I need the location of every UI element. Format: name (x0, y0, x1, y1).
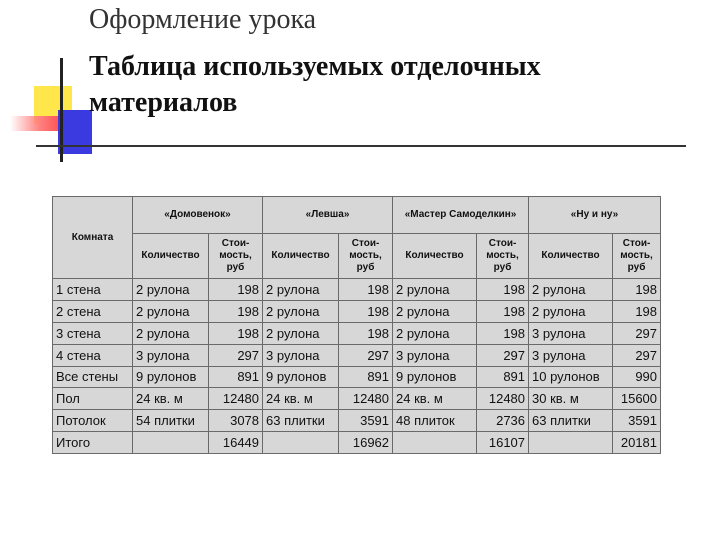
qty-column-header: Количество (393, 234, 477, 279)
cost-cell: 297 (339, 344, 393, 366)
cost-cell: 16962 (339, 432, 393, 454)
cost-cell: 891 (477, 366, 529, 388)
qty-cell: 10 рулонов (529, 366, 613, 388)
cost-cell: 2736 (477, 410, 529, 432)
qty-cell: 2 рулона (263, 322, 339, 344)
qty-cell: 2 рулона (263, 279, 339, 301)
qty-cell: 2 рулона (529, 300, 613, 322)
slide-subtitle-line-1: Таблица используемых отделочных (89, 51, 541, 82)
cost-cell: 297 (613, 344, 661, 366)
table-row (53, 300, 661, 322)
materials-table-image (52, 196, 660, 454)
cost-cell: 891 (339, 366, 393, 388)
decor-horizontal-line (36, 145, 686, 147)
cost-cell: 198 (477, 300, 529, 322)
cost-column-header: Стои- мость, руб (209, 234, 263, 279)
cost-cell: 198 (477, 322, 529, 344)
cost-cell: 198 (613, 279, 661, 301)
cost-cell: 297 (613, 322, 661, 344)
qty-cell (393, 432, 477, 454)
qty-cell: 9 рулонов (393, 366, 477, 388)
qty-cell: 2 рулона (393, 322, 477, 344)
qty-cell (133, 432, 209, 454)
qty-cell: 2 рулона (393, 279, 477, 301)
slide-title: Оформление урока (89, 4, 317, 35)
cost-cell: 15600 (613, 388, 661, 410)
cost-cell: 198 (209, 322, 263, 344)
qty-cell (263, 432, 339, 454)
slide-subtitle-line-2: материалов (89, 87, 238, 118)
cost-cell: 198 (209, 300, 263, 322)
room-cell: Все стены (53, 366, 133, 388)
room-cell: 1 стена (53, 279, 133, 301)
room-column-header: Комната (53, 197, 133, 279)
room-cell: 3 стена (53, 322, 133, 344)
cost-cell: 297 (477, 344, 529, 366)
table-row (53, 322, 661, 344)
qty-column-header: Количество (133, 234, 209, 279)
qty-cell: 2 рулона (133, 279, 209, 301)
cost-cell: 198 (339, 322, 393, 344)
cost-cell: 3591 (613, 410, 661, 432)
qty-cell: 3 рулона (393, 344, 477, 366)
group-header: «Левша» (263, 197, 393, 234)
qty-column-header: Количество (263, 234, 339, 279)
cost-column-header: Стои- мость, руб (477, 234, 529, 279)
cost-cell: 3078 (209, 410, 263, 432)
table-row (53, 388, 661, 410)
qty-cell: 9 рулонов (263, 366, 339, 388)
qty-cell: 3 рулона (133, 344, 209, 366)
qty-cell: 2 рулона (133, 300, 209, 322)
group-header: «Домовенок» (133, 197, 263, 234)
group-header: «Ну и ну» (529, 197, 661, 234)
room-cell: Итого (53, 432, 133, 454)
table-row (53, 344, 661, 366)
qty-cell: 24 кв. м (393, 388, 477, 410)
group-header: «Мастер Самоделкин» (393, 197, 529, 234)
room-cell: 4 стена (53, 344, 133, 366)
cost-cell: 198 (339, 279, 393, 301)
sub-header-row (53, 234, 661, 279)
room-cell: Пол (53, 388, 133, 410)
cost-cell: 20181 (613, 432, 661, 454)
slide-subtitle (89, 49, 541, 121)
room-cell: Потолок (53, 410, 133, 432)
cost-cell: 297 (209, 344, 263, 366)
table-row (53, 279, 661, 301)
qty-cell: 63 плитки (529, 410, 613, 432)
qty-cell: 3 рулона (529, 322, 613, 344)
cost-cell: 198 (613, 300, 661, 322)
table-row (53, 432, 661, 454)
cost-cell: 12480 (477, 388, 529, 410)
cost-cell: 3591 (339, 410, 393, 432)
cost-cell: 12480 (339, 388, 393, 410)
qty-cell: 2 рулона (529, 279, 613, 301)
qty-column-header: Количество (529, 234, 613, 279)
qty-cell: 48 плиток (393, 410, 477, 432)
table-row (53, 410, 661, 432)
cost-cell: 16449 (209, 432, 263, 454)
cost-cell: 891 (209, 366, 263, 388)
qty-cell: 3 рулона (263, 344, 339, 366)
cost-cell: 990 (613, 366, 661, 388)
cost-cell: 12480 (209, 388, 263, 410)
qty-cell: 2 рулона (393, 300, 477, 322)
qty-cell: 24 кв. м (263, 388, 339, 410)
cost-column-header: Стои- мость, руб (339, 234, 393, 279)
table-body (53, 279, 661, 454)
cost-column-header: Стои- мость, руб (613, 234, 661, 279)
materials-table (52, 196, 661, 454)
cost-cell: 16107 (477, 432, 529, 454)
table-row (53, 366, 661, 388)
cost-cell: 198 (209, 279, 263, 301)
decor-blue-square (58, 110, 92, 154)
cost-cell: 198 (477, 279, 529, 301)
qty-cell: 3 рулона (529, 344, 613, 366)
qty-cell: 54 плитки (133, 410, 209, 432)
cost-cell: 198 (339, 300, 393, 322)
room-cell: 2 стена (53, 300, 133, 322)
qty-cell (529, 432, 613, 454)
qty-cell: 24 кв. м (133, 388, 209, 410)
qty-cell: 2 рулона (133, 322, 209, 344)
qty-cell: 2 рулона (263, 300, 339, 322)
qty-cell: 63 плитки (263, 410, 339, 432)
qty-cell: 30 кв. м (529, 388, 613, 410)
qty-cell: 9 рулонов (133, 366, 209, 388)
